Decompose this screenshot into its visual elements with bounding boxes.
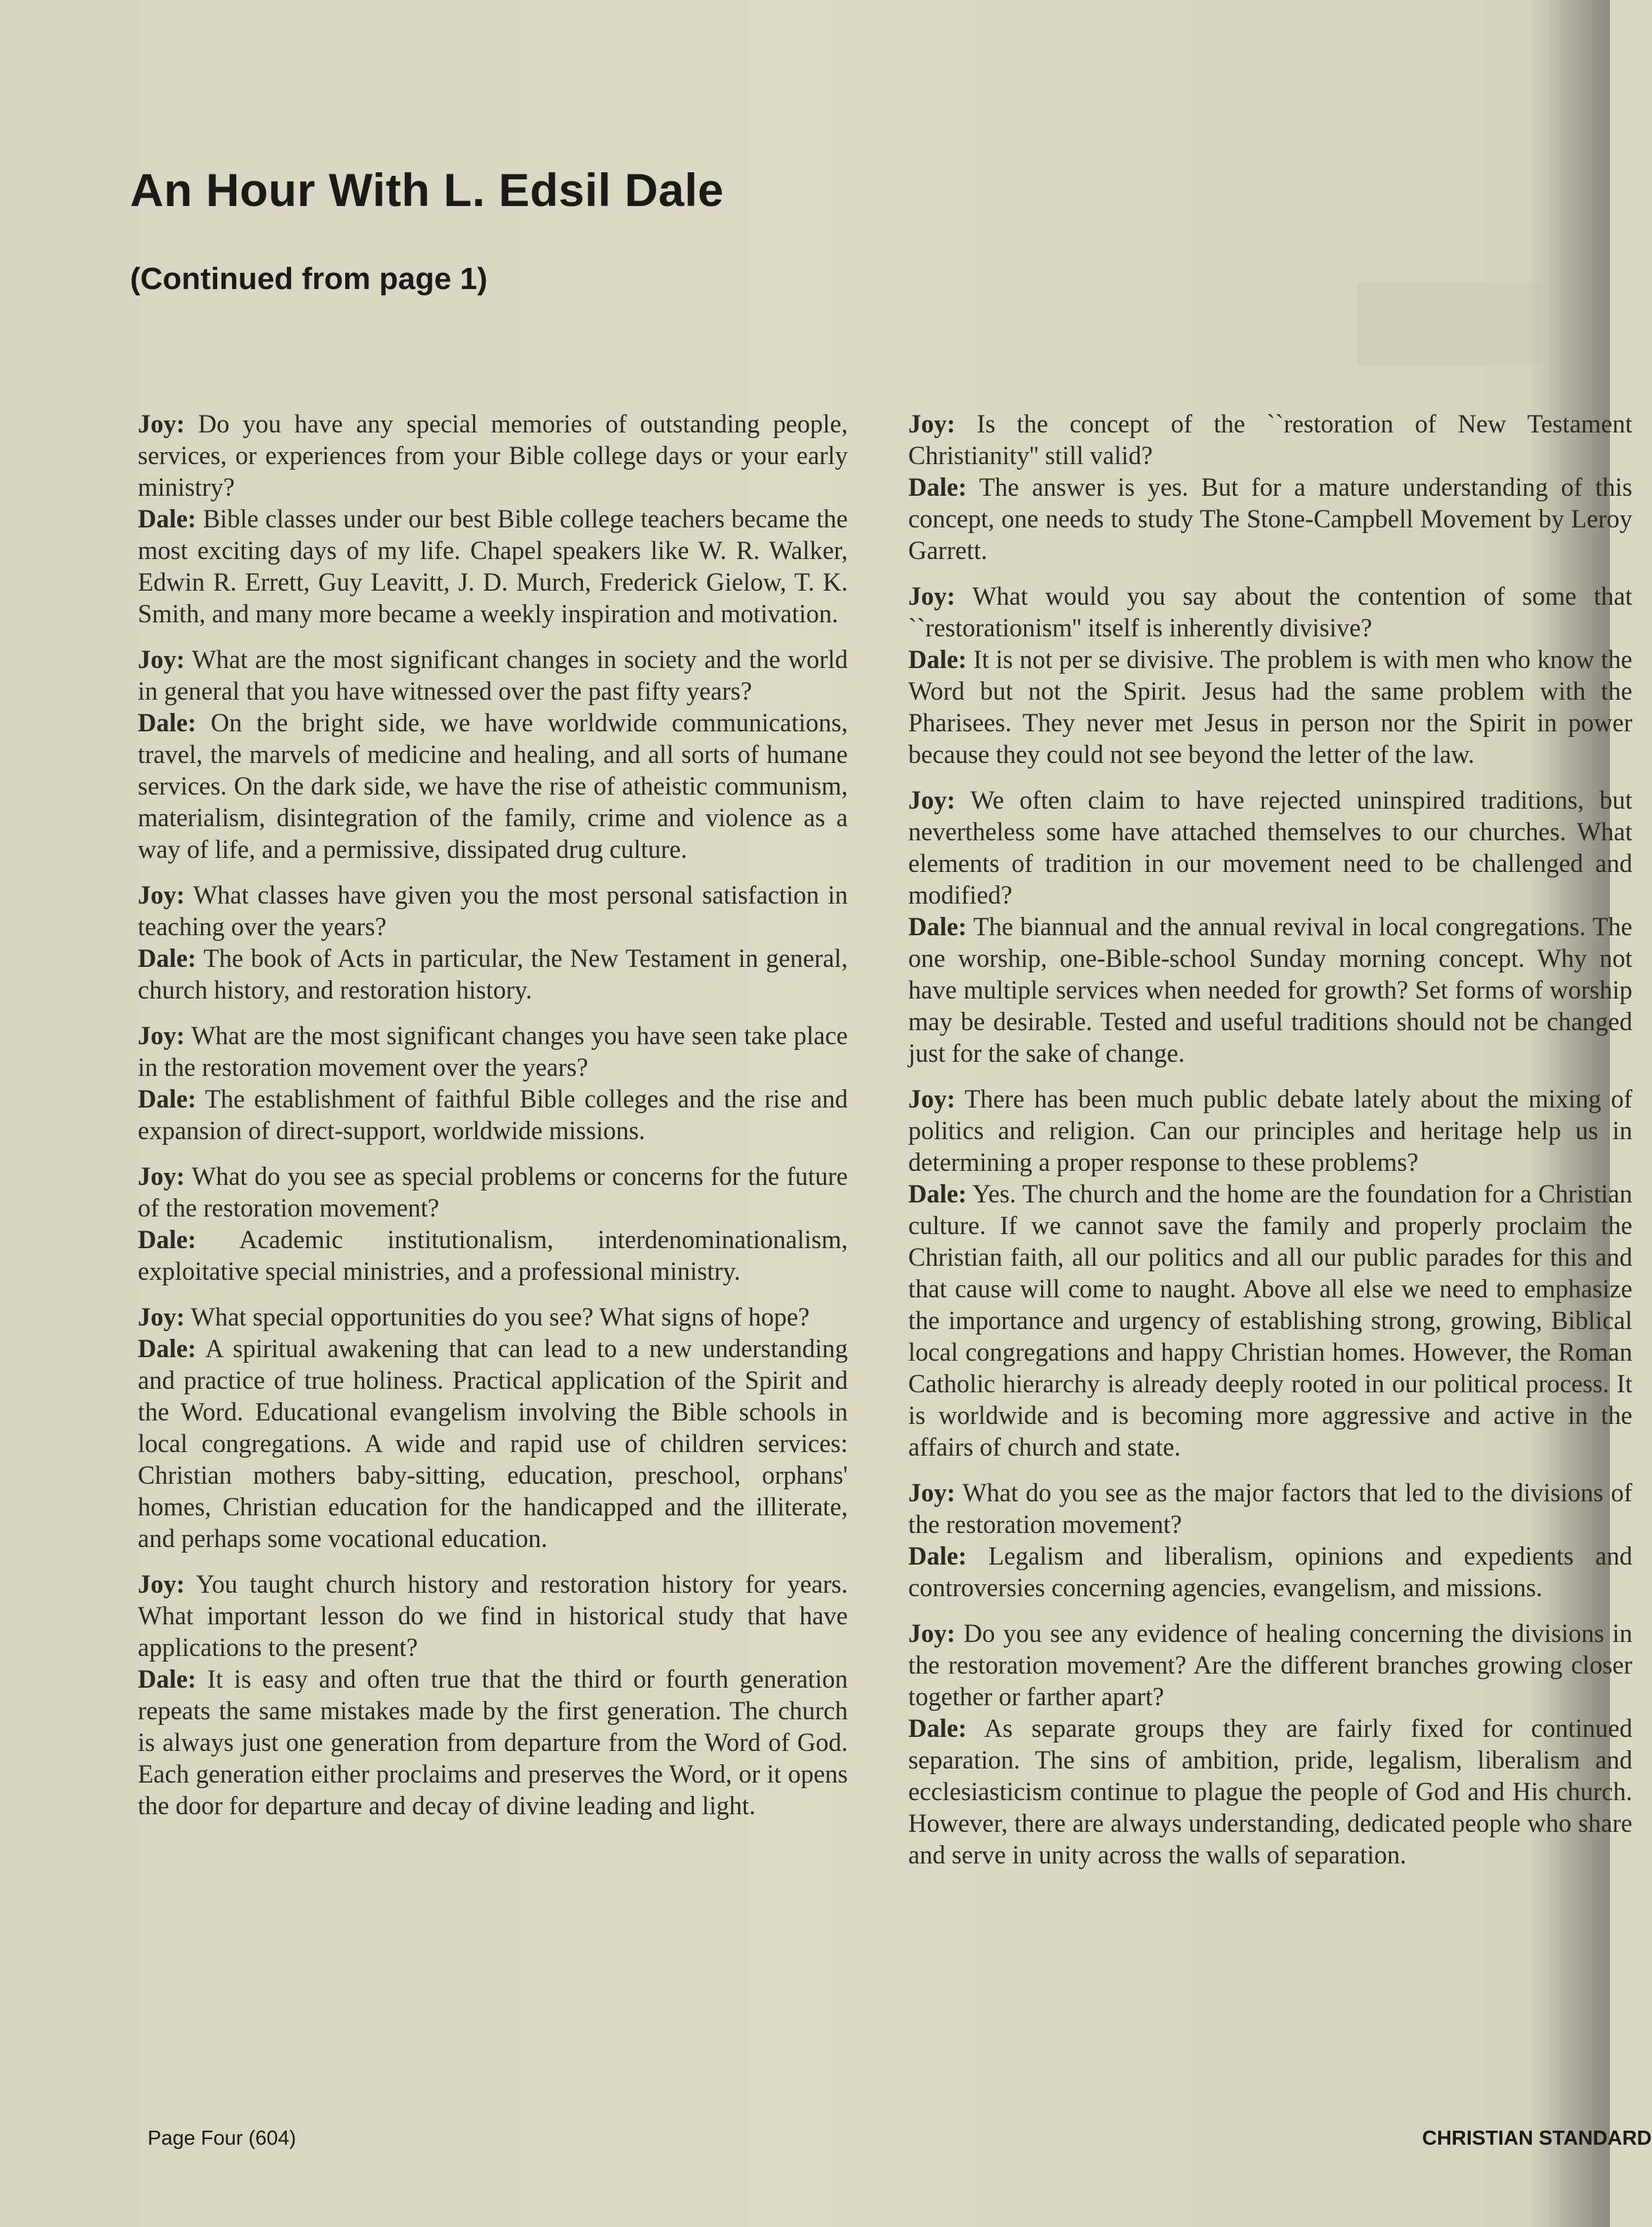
qa-block [138,408,848,629]
answer: Dale: The answer is yes. But for a mature understanding of this concept, one needs to study The Stone-Campbell Movement by Leroy Garrett. [908,473,1633,565]
qa-block [138,879,848,1006]
qa-block [908,1617,1632,1870]
left-column [138,408,848,1835]
qa-block [908,408,1632,566]
qa-block [138,1568,848,1821]
qa-block [138,643,848,865]
speaker-dale: Dale: [138,708,197,737]
speaker-joy: Joy: [138,1162,185,1190]
speaker-joy: Joy: [908,409,955,438]
speaker-joy: Joy: [908,1478,955,1507]
speaker-dale: Dale: [138,504,197,533]
answer: Dale: Academic institutionalism, interdenominationalism, exploitative special ministries, and a professional ministry. [138,1225,848,1285]
answer: Dale: A spiritual awakening that can lead to a new understanding and practice of true holiness. Practical application of the Spirit and the Word. Educational evangelism involving the Bible schools in local congregations. A wide and rapid use of children services: Christian mothers baby-sitting, education, preschool, orphans' homes, Christian education for the handicapped and the illiterate, and perhaps some vocational education. [138,1334,848,1553]
qa-block [908,580,1632,770]
question: Joy: We often claim to have rejected uninspired traditions, but nevertheless some have attached themselves to our churches. What elements of tradition in our movement need to be challenged and modified? [908,785,1633,909]
speaker-dale: Dale: [138,1225,197,1254]
speaker-joy: Joy: [138,1021,185,1050]
speaker-dale: Dale: [138,1334,197,1363]
page-number: Page Four (604) [148,2127,297,2150]
speaker-dale: Dale: [138,1084,197,1113]
qa-block [908,1477,1632,1603]
answer: Dale: Bible classes under our best Bible college teachers became the most exciting days of my life. Chapel speakers like W. R. Walker, Edwin R. Errett, Guy Leavitt, J. D. Murch, Frederick Gielow, T. K. Smith, and many more became a weekly inspiration and motivation. [138,504,848,628]
answer: Dale: The establishment of faithful Bible colleges and the rise and expansion of direct-support, worldwide missions. [138,1084,848,1145]
answer: Dale: As separate groups they are fairly fixed for continued separation. The sins of ambition, pride, legalism, liberalism and ecclesiasticism continue to plague the people of God and His church. However, there are always understanding, dedicated people who share and serve in unity across the walls of separation. [908,1714,1632,1869]
speaker-joy: Joy: [908,582,955,610]
speaker-dale: Dale: [908,645,967,674]
speaker-dale: Dale: [908,1541,967,1570]
answer: Dale: The book of Acts in particular, the New Testament in general, church history, and restoration history. [138,944,848,1004]
question: Joy: What special opportunities do you see? What signs of hope? [138,1302,810,1331]
right-column [908,408,1632,1885]
question: Joy: What are the most significant changes you have seen take place in the restoration movement over the years? [138,1021,848,1082]
speaker-dale: Dale: [138,1664,197,1693]
qa-block [908,784,1632,1069]
question: Joy: Do you have any special memories of outstanding people, services, or experiences from your Bible college days or your early ministry? [138,409,848,501]
qa-block [138,1160,848,1287]
question: Joy: What are the most significant changes in society and the world in general that you have witnessed over the past fifty years? [138,645,848,705]
question: Joy: There has been much public debate lately about the mixing of politics and religion. Can our principles and heritage help us in determining a proper response to these problems? [908,1084,1632,1176]
question: Joy: You taught church history and restoration history for years. What important lesson do we find in historical study that have applications to the present? [138,1570,848,1662]
speaker-dale: Dale: [908,473,967,501]
speaker-dale: Dale: [138,944,197,973]
question: Joy: What do you see as special problems or concerns for the future of the restoration movement? [138,1162,848,1222]
publication-name: CHRISTIAN STANDARD [1422,2127,1652,2150]
bleed-through-mark [1357,281,1540,366]
answer: Dale: Legalism and liberalism, opinions and expedients and controversies concerning agencies, evangelism, and missions. [908,1541,1633,1602]
question: Joy: Is the concept of the ``restoration of New Testament Christianity'' still valid? [908,409,1633,470]
question: Joy: What would you say about the contention of some that ``restorationism'' itself is inherently divisive? [908,582,1632,642]
speaker-joy: Joy: [908,1619,955,1648]
answer: Dale: It is not per se divisive. The problem is with men who know the Word but not the Spirit. Jesus had the same problem with the Pharisees. They never met Jesus in person nor the Spirit in power because they could not see beyond the letter of the law. [908,645,1633,769]
answer: Dale: Yes. The church and the home are the foundation for a Christian culture. If we cannot save the family and properly proclaim the Christian faith, all our politics and all our public parades for this and that cause will come to naught. Above all else we need to emphasize the importance and urgency of establishing strong, growing, Biblical local congregations and happy Christian homes. However, the Roman Catholic hierarchy is already deeply rooted in our political process. It is worldwide and is becoming more aggressive and active in the affairs of church and state. [908,1179,1632,1461]
speaker-joy: Joy: [138,645,185,674]
speaker-joy: Joy: [908,1084,955,1113]
answer: Dale: The biannual and the annual revival in local congregations. The one worship, one-Bible-school Sunday morning concept. Why not have multiple services when needed for growth? Set forms of worship may be desirable. Tested and useful traditions should not be changed just for the sake of change. [908,912,1632,1067]
speaker-joy: Joy: [138,1570,185,1598]
speaker-joy: Joy: [908,785,955,814]
speaker-joy: Joy: [138,409,185,438]
qa-block [138,1020,848,1146]
speaker-dale: Dale: [908,1179,967,1208]
speaker-joy: Joy: [138,1302,185,1331]
question: Joy: What classes have given you the most personal satisfaction in teaching over the years? [138,880,848,941]
answer: Dale: On the bright side, we have worldwide communications, travel, the marvels of medicine and healing, and all sorts of humane services. On the dark side, we have the rise of atheistic communism, materialism, disintegration of the family, crime and violence as a way of life, and a permissive, dissipated drug culture. [138,708,848,864]
continued-note: (Continued from page 1) [130,262,488,296]
qa-block [138,1301,848,1554]
question: Joy: Do you see any evidence of healing concerning the divisions in the restoration movement? Are the different branches growing closer together or farther apart? [908,1619,1632,1711]
qa-block [908,1083,1632,1463]
article-title: An Hour With L. Edsil Dale [130,164,724,216]
speaker-dale: Dale: [908,912,967,941]
answer: Dale: It is easy and often true that the third or fourth generation repeats the same mistakes made by the first generation. The church is always just one generation from departure from the Word of God. Each generation either proclaims and preserves the Word, or it opens the door for departure and decay of divine leading and light. [138,1664,848,1820]
question: Joy: What do you see as the major factors that led to the divisions of the restoration movement? [908,1478,1632,1539]
speaker-joy: Joy: [138,880,185,909]
speaker-dale: Dale: [908,1714,967,1743]
